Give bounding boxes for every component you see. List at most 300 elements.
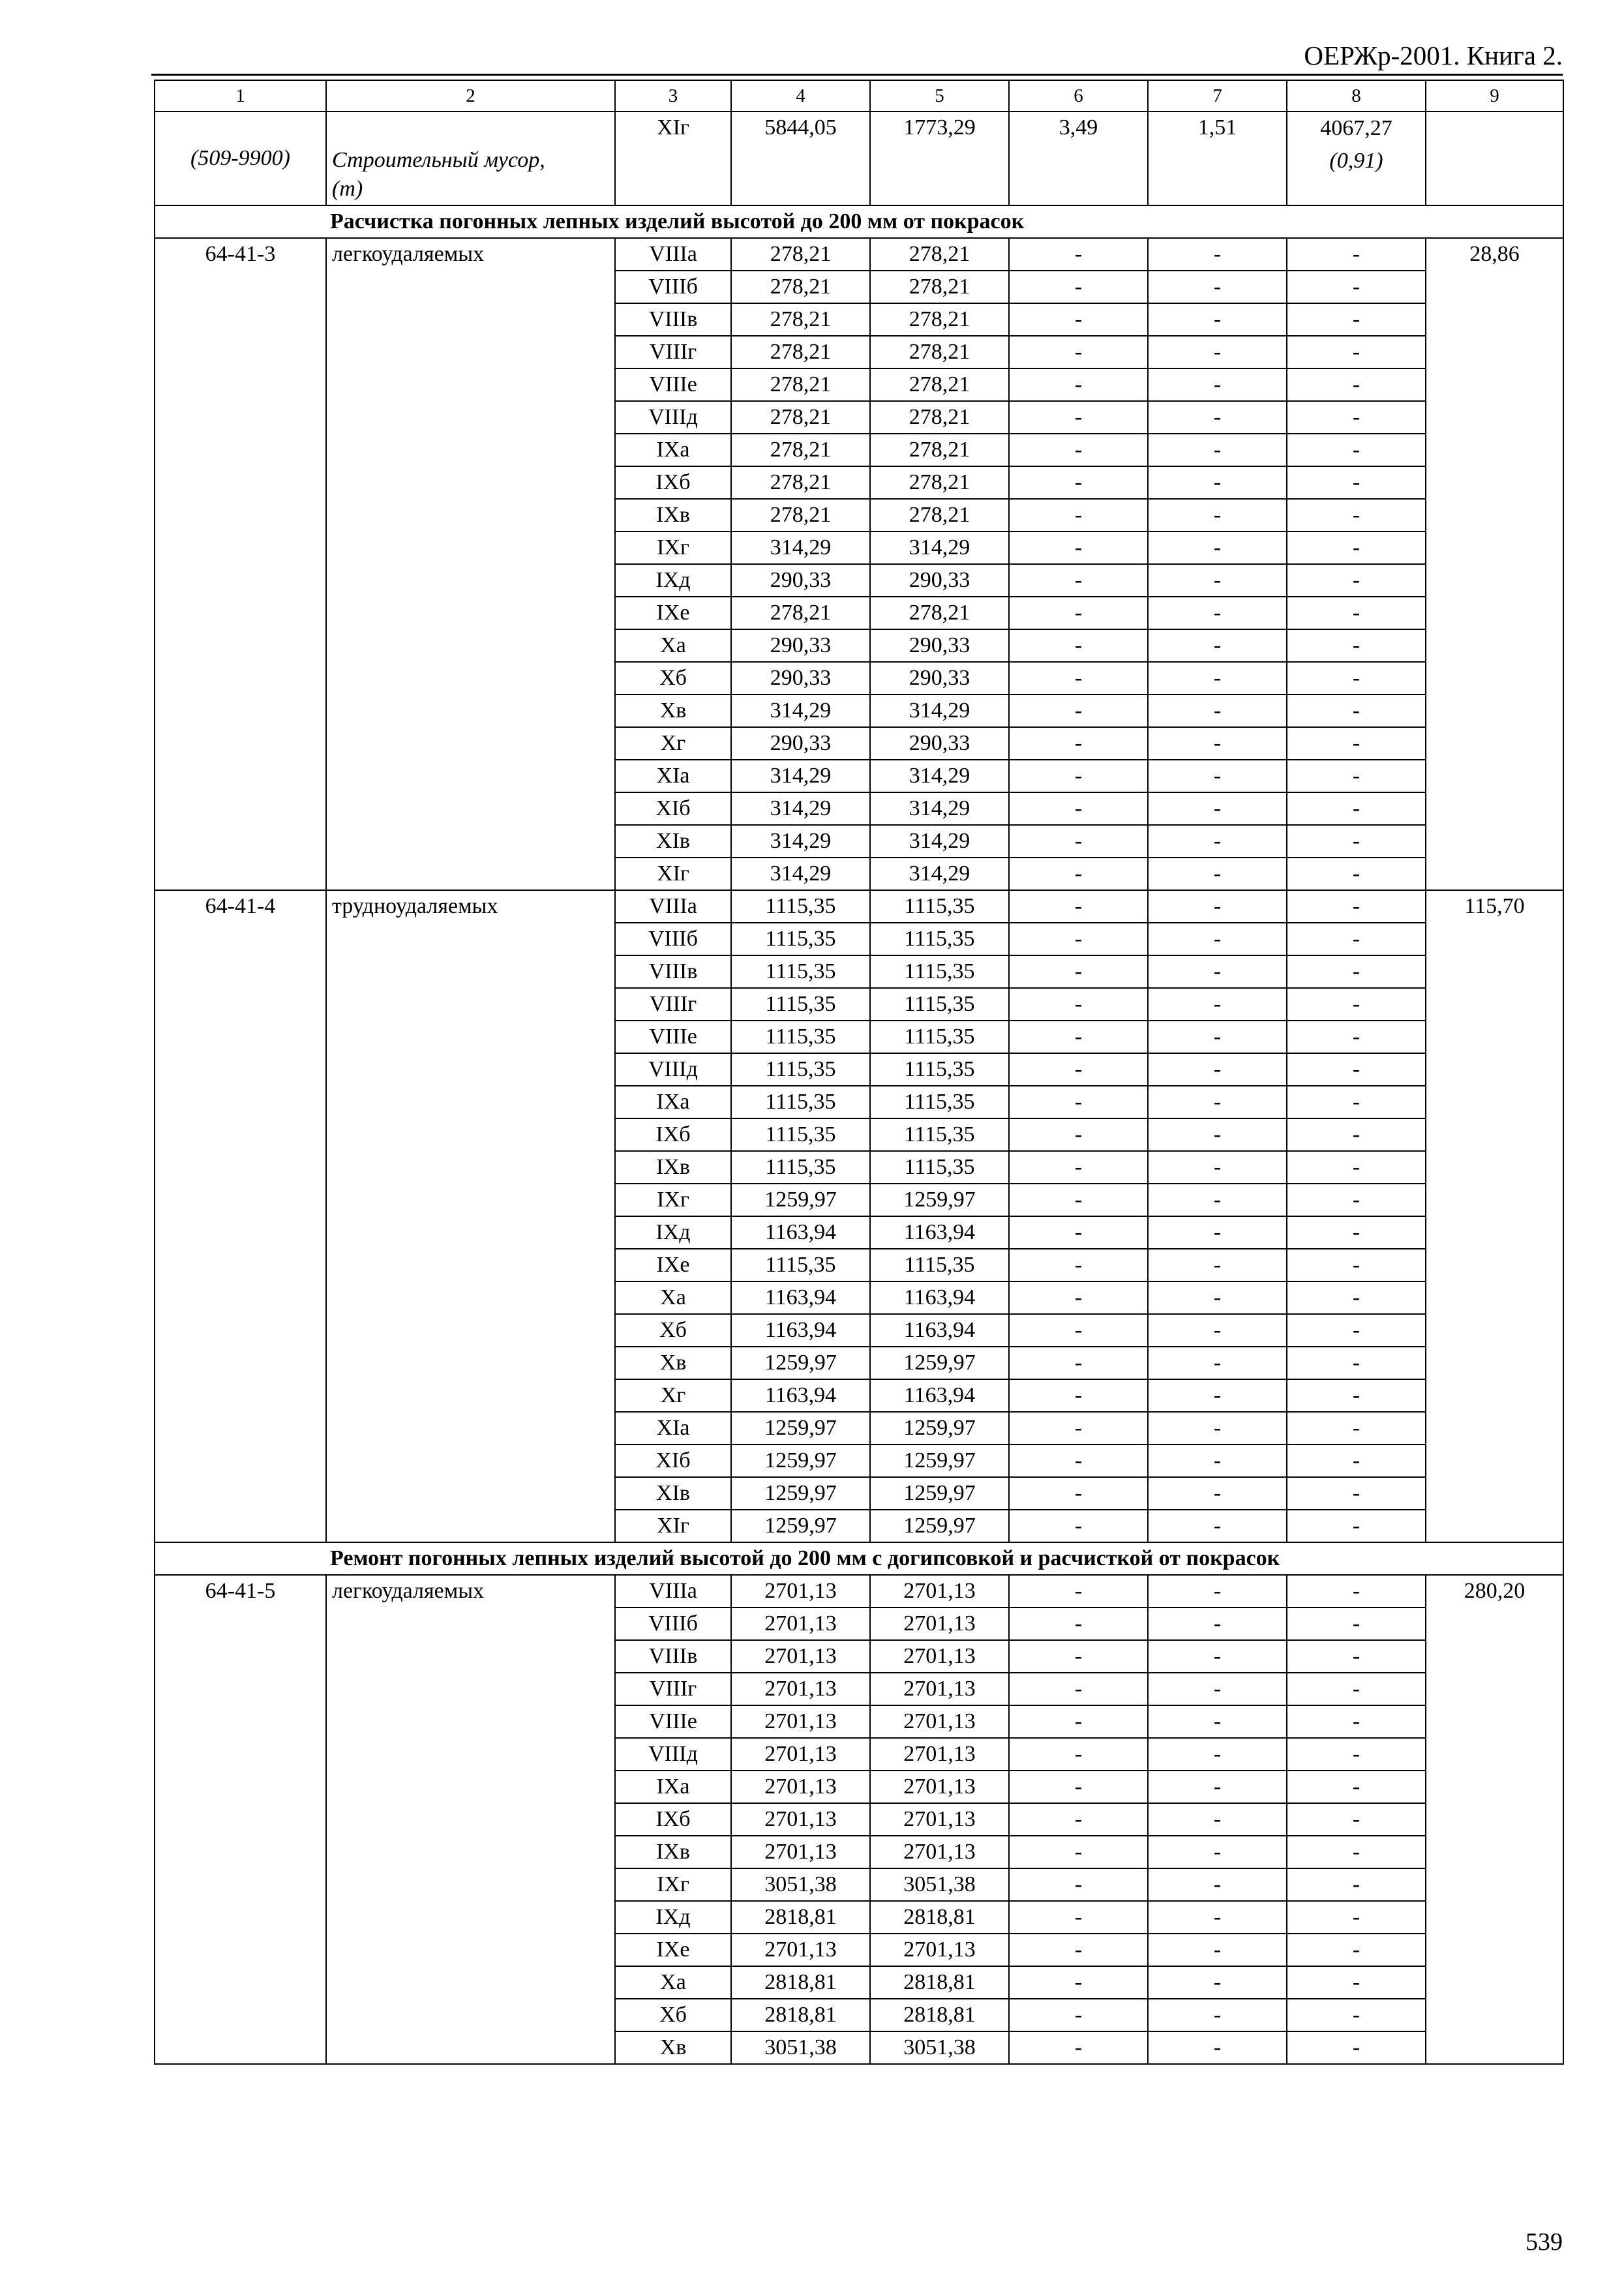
region-cell: Xг — [615, 727, 731, 760]
region-cell: IXе — [615, 1934, 731, 1966]
region-cell: XIг — [615, 1510, 731, 1542]
value-cell: - — [1148, 1347, 1287, 1379]
item-total: 280,20 — [1426, 1575, 1563, 2064]
value-cell: 1115,35 — [731, 1053, 870, 1086]
value-cell: - — [1148, 955, 1287, 988]
value-cell: 278,21 — [731, 499, 870, 531]
item-name: легкоудаляемых — [326, 238, 615, 890]
value-cell: - — [1287, 368, 1426, 401]
value-cell: - — [1009, 1803, 1148, 1836]
column-number: 5 — [870, 80, 1009, 112]
value-cell: - — [1148, 890, 1287, 923]
value-cell: 1115,35 — [731, 1021, 870, 1053]
value-cell: - — [1148, 1575, 1287, 1608]
value-cell: 278,21 — [870, 336, 1009, 368]
value-cell: 278,21 — [731, 401, 870, 434]
value-cell: - — [1287, 629, 1426, 662]
value-cell: - — [1009, 1444, 1148, 1477]
value-cell: 2818,81 — [731, 1966, 870, 1999]
value-cell: - — [1287, 1510, 1426, 1542]
value-cell: 278,21 — [731, 336, 870, 368]
value-cell: - — [1287, 499, 1426, 531]
value-cell: - — [1009, 1738, 1148, 1771]
region-cell: Xг — [615, 1379, 731, 1412]
value-cell: - — [1287, 531, 1426, 564]
value-cell: - — [1148, 1281, 1287, 1314]
region-cell: IXa — [615, 1086, 731, 1118]
region-cell: IXб — [615, 1118, 731, 1151]
value-cell: 1163,94 — [731, 1281, 870, 1314]
region-cell: IXе — [615, 597, 731, 629]
value-cell: - — [1148, 466, 1287, 499]
item-code: 64-41-5 — [155, 1575, 326, 2064]
value-cell: - — [1148, 1608, 1287, 1640]
region-cell: VIIIв — [615, 955, 731, 988]
region-cell: XIв — [615, 825, 731, 858]
value-cell: - — [1287, 1184, 1426, 1216]
material-name-text: Строительный мусор, — [332, 148, 545, 172]
value-cell: 290,33 — [731, 629, 870, 662]
value-cell: 290,33 — [731, 662, 870, 695]
value-cell: 278,21 — [731, 303, 870, 336]
region-cell: VIIIе — [615, 1021, 731, 1053]
region-cell: IXг — [615, 1184, 731, 1216]
value-cell — [1426, 112, 1563, 205]
value-cell: 2818,81 — [731, 1901, 870, 1934]
value-cell: 278,21 — [731, 238, 870, 271]
value-cell: 1163,94 — [870, 1281, 1009, 1314]
region-cell: Xб — [615, 662, 731, 695]
value-cell: - — [1287, 1216, 1426, 1249]
value-cell: 2818,81 — [870, 1966, 1009, 1999]
region-cell: VIIIa — [615, 890, 731, 923]
value-cell: 290,33 — [870, 727, 1009, 760]
region-cell: IXб — [615, 1803, 731, 1836]
value-cell: - — [1009, 564, 1148, 597]
value-cell: - — [1009, 890, 1148, 923]
value-cell: - — [1287, 1705, 1426, 1738]
value-cell: 1163,94 — [731, 1216, 870, 1249]
value-cell: 1115,35 — [870, 1249, 1009, 1281]
value-cell: - — [1287, 1021, 1426, 1053]
value-cell: 1115,35 — [731, 923, 870, 955]
value-cell: 1115,35 — [870, 988, 1009, 1021]
value-cell: - — [1148, 336, 1287, 368]
material-code: (509-9900) — [155, 112, 326, 205]
value-cell: - — [1148, 923, 1287, 955]
value-cell: - — [1148, 564, 1287, 597]
value-cell: 2701,13 — [870, 1934, 1009, 1966]
region-cell: VIIIб — [615, 1608, 731, 1640]
value-cell: 1259,97 — [731, 1347, 870, 1379]
value-cell: 3051,38 — [870, 1868, 1009, 1901]
value-cell: 2701,13 — [870, 1803, 1009, 1836]
value-cell: - — [1009, 1640, 1148, 1673]
value-cell: - — [1009, 1901, 1148, 1934]
item-total: 115,70 — [1426, 890, 1563, 1542]
table-row — [155, 1575, 1563, 1608]
region-cell: Xв — [615, 1347, 731, 1379]
value-cell: - — [1148, 1836, 1287, 1868]
value-cell: 278,21 — [731, 434, 870, 466]
value-cell: - — [1287, 1575, 1426, 1608]
value-cell: 278,21 — [731, 271, 870, 303]
value-cell: - — [1287, 727, 1426, 760]
value-cell: - — [1287, 1477, 1426, 1510]
value-cell: 278,21 — [870, 401, 1009, 434]
value-cell: - — [1148, 1184, 1287, 1216]
value-cell: - — [1009, 1966, 1148, 1999]
value-cell: 314,29 — [870, 792, 1009, 825]
value-cell: - — [1287, 988, 1426, 1021]
value-cell: 1163,94 — [731, 1314, 870, 1347]
value-cell: 314,29 — [870, 760, 1009, 792]
region-cell: VIIIе — [615, 1705, 731, 1738]
value-cell: - — [1148, 1053, 1287, 1086]
value-cell: - — [1148, 2031, 1287, 2064]
value-cell: 2701,13 — [870, 1673, 1009, 1705]
value-cell: - — [1009, 1184, 1148, 1216]
value-cell: - — [1009, 1249, 1148, 1281]
value-cell: - — [1287, 1738, 1426, 1771]
value-cell: 2818,81 — [870, 1999, 1009, 2031]
value-cell: 278,21 — [731, 466, 870, 499]
value-cell: 2818,81 — [870, 1901, 1009, 1934]
value-cell: - — [1009, 727, 1148, 760]
page-number: 539 — [1526, 2228, 1563, 2256]
value-cell: 314,29 — [731, 760, 870, 792]
value-cell: - — [1148, 303, 1287, 336]
value-cell: - — [1148, 401, 1287, 434]
page-header-title: ОЕРЖр-2001. Книга 2. — [1304, 40, 1563, 70]
value-cell: - — [1148, 1705, 1287, 1738]
value-cell: - — [1009, 629, 1148, 662]
value-cell: 1115,35 — [731, 988, 870, 1021]
section-header-row — [155, 1542, 1563, 1575]
value-cell: - — [1009, 1216, 1148, 1249]
value-cell: - — [1009, 499, 1148, 531]
value-cell: 1163,94 — [870, 1314, 1009, 1347]
region-cell: Xa — [615, 1966, 731, 1999]
value-cell: 278,21 — [870, 597, 1009, 629]
region-cell: IXa — [615, 1771, 731, 1803]
value-cell: - — [1009, 1021, 1148, 1053]
value-cell: 290,33 — [870, 662, 1009, 695]
value-cell: - — [1287, 271, 1426, 303]
value-cell: 1115,35 — [731, 1118, 870, 1151]
value-cell: - — [1148, 1444, 1287, 1477]
region-cell: Xв — [615, 2031, 731, 2064]
value-cell: - — [1009, 1151, 1148, 1184]
value-cell: 1115,35 — [870, 1118, 1009, 1151]
value-cell: 1259,97 — [870, 1347, 1009, 1379]
value-cell: - — [1287, 1249, 1426, 1281]
section-title: Ремонт погонных лепных изделий высотой до 200 мм с догипсовкой и расчисткой от покрасок — [155, 1542, 1563, 1575]
value-cell: - — [1287, 466, 1426, 499]
value-cell: 2818,81 — [731, 1999, 870, 2031]
value-cell: 314,29 — [870, 858, 1009, 890]
value-cell: - — [1287, 1379, 1426, 1412]
value-cell: - — [1009, 825, 1148, 858]
value-cell: - — [1009, 1510, 1148, 1542]
value-cell: - — [1287, 662, 1426, 695]
value-cell: 1259,97 — [870, 1510, 1009, 1542]
value-cell: 1115,35 — [870, 1021, 1009, 1053]
value-cell: 1163,94 — [870, 1379, 1009, 1412]
value-cell: - — [1009, 1477, 1148, 1510]
column-number: 6 — [1009, 80, 1148, 112]
value-cell: - — [1287, 1118, 1426, 1151]
value-cell: 278,21 — [870, 303, 1009, 336]
value-cell: 290,33 — [870, 564, 1009, 597]
value-cell: - — [1009, 955, 1148, 988]
column-number: 9 — [1426, 80, 1563, 112]
value-cell: - — [1009, 1347, 1148, 1379]
region-cell: VIIIa — [615, 238, 731, 271]
column-number: 7 — [1148, 80, 1287, 112]
value-cell: - — [1287, 238, 1426, 271]
region-cell: VIIIг — [615, 988, 731, 1021]
value-cell: 2701,13 — [731, 1803, 870, 1836]
value-cell: 2701,13 — [731, 1771, 870, 1803]
value-cell: - — [1287, 1640, 1426, 1673]
column-number: 1 — [155, 80, 326, 112]
value-cell: - — [1148, 1118, 1287, 1151]
value-cell: 314,29 — [731, 792, 870, 825]
value-cell: - — [1009, 1673, 1148, 1705]
value-cell: 2701,13 — [870, 1836, 1009, 1868]
value-cell: - — [1287, 1444, 1426, 1477]
value-cell: - — [1287, 1901, 1426, 1934]
value-cell: - — [1148, 727, 1287, 760]
value-cell: - — [1287, 1412, 1426, 1444]
value-cell: - — [1287, 1673, 1426, 1705]
value-cell: - — [1287, 1151, 1426, 1184]
value-cell: 2701,13 — [731, 1673, 870, 1705]
value-cell — [1287, 112, 1426, 205]
region-cell: XIa — [615, 1412, 731, 1444]
value-cell: 1115,35 — [731, 955, 870, 988]
value-cell: 2701,13 — [731, 1836, 870, 1868]
value-cell: - — [1148, 792, 1287, 825]
value-cell: - — [1009, 303, 1148, 336]
value-cell: - — [1148, 1412, 1287, 1444]
value-cell: 3051,38 — [870, 2031, 1009, 2064]
value-cell: 290,33 — [731, 564, 870, 597]
value-cell: - — [1009, 923, 1148, 955]
value-cell: 1259,97 — [870, 1412, 1009, 1444]
value-cell: 278,21 — [731, 368, 870, 401]
region-cell: VIIIе — [615, 368, 731, 401]
value-cell: - — [1287, 1608, 1426, 1640]
value-cell: - — [1148, 1934, 1287, 1966]
value-cell: 290,33 — [870, 629, 1009, 662]
value-cell: - — [1009, 2031, 1148, 2064]
value-cell: - — [1148, 662, 1287, 695]
value-cell: 1115,35 — [731, 890, 870, 923]
value-cell: - — [1009, 1771, 1148, 1803]
region-cell: XIг — [615, 858, 731, 890]
value-cell: 2701,13 — [731, 1934, 870, 1966]
value-cell: 1163,94 — [731, 1379, 870, 1412]
value-cell: - — [1148, 271, 1287, 303]
value-cell: - — [1009, 238, 1148, 271]
value-cell: 1259,97 — [731, 1510, 870, 1542]
region-cell: VIIIб — [615, 271, 731, 303]
value-cell: 278,21 — [870, 271, 1009, 303]
value-cell: - — [1009, 695, 1148, 727]
value-cell: - — [1009, 1705, 1148, 1738]
value-cell: - — [1009, 434, 1148, 466]
value-cell: 314,29 — [870, 695, 1009, 727]
value-cell: - — [1009, 1086, 1148, 1118]
value-cell: - — [1287, 1966, 1426, 1999]
value-cell: 1115,35 — [870, 1053, 1009, 1086]
region-cell: IXд — [615, 564, 731, 597]
value-cell: 1115,35 — [870, 890, 1009, 923]
value-cell: - — [1287, 1347, 1426, 1379]
value-cell: - — [1009, 1608, 1148, 1640]
value-cell: 3,49 — [1009, 112, 1148, 205]
value-cell: 278,21 — [870, 466, 1009, 499]
value-cell: - — [1009, 792, 1148, 825]
column-number: 8 — [1287, 80, 1426, 112]
value-cell: 1163,94 — [870, 1216, 1009, 1249]
region-cell: IXв — [615, 1836, 731, 1868]
value-cell: 3051,38 — [731, 1868, 870, 1901]
region-cell: Xa — [615, 1281, 731, 1314]
region-cell: VIIIв — [615, 1640, 731, 1673]
value-subtext: (0,91) — [1329, 149, 1383, 173]
value-cell: - — [1009, 1412, 1148, 1444]
value-cell: - — [1148, 1477, 1287, 1510]
item-name: трудноудаляемых — [326, 890, 615, 1542]
region-cell: VIIIд — [615, 1738, 731, 1771]
value-cell: - — [1148, 760, 1287, 792]
region-cell: VIIIв — [615, 303, 731, 336]
value-cell: - — [1287, 564, 1426, 597]
value-cell: 2701,13 — [731, 1640, 870, 1673]
value-cell: 1259,97 — [870, 1444, 1009, 1477]
value-cell: 1115,35 — [870, 955, 1009, 988]
value-cell: - — [1148, 1868, 1287, 1901]
value-cell: - — [1009, 1836, 1148, 1868]
material-row — [155, 112, 1563, 205]
region-cell: Xa — [615, 629, 731, 662]
value-cell: - — [1287, 1868, 1426, 1901]
value-cell: - — [1287, 792, 1426, 825]
value-cell: 314,29 — [731, 825, 870, 858]
value-cell: - — [1148, 531, 1287, 564]
value-cell: 1115,35 — [731, 1086, 870, 1118]
value-cell: - — [1009, 271, 1148, 303]
region-cell: VIIIг — [615, 336, 731, 368]
value-cell: 2701,13 — [870, 1705, 1009, 1738]
value-cell: - — [1287, 336, 1426, 368]
item-code: 64-41-3 — [155, 238, 326, 890]
value-cell: 1115,35 — [731, 1249, 870, 1281]
value-cell: - — [1009, 336, 1148, 368]
value-cell: - — [1148, 858, 1287, 890]
value-cell: - — [1148, 1151, 1287, 1184]
value-cell: - — [1287, 1086, 1426, 1118]
column-number: 3 — [615, 80, 731, 112]
value-cell: 2701,13 — [731, 1738, 870, 1771]
value-cell: 1259,97 — [870, 1184, 1009, 1216]
value-cell: - — [1148, 1738, 1287, 1771]
value-cell: 1115,35 — [870, 1086, 1009, 1118]
value-cell: - — [1148, 629, 1287, 662]
region-cell: VIIIд — [615, 401, 731, 434]
rates-table — [154, 80, 1564, 2065]
value-cell: - — [1009, 1868, 1148, 1901]
value-cell: - — [1009, 368, 1148, 401]
value-cell: - — [1009, 1999, 1148, 2031]
region-cell: IXг — [615, 531, 731, 564]
region-cell: IXд — [615, 1901, 731, 1934]
value-cell: 2701,13 — [731, 1705, 870, 1738]
value-cell: 278,21 — [870, 434, 1009, 466]
section-header-row — [155, 205, 1563, 238]
value-cell: - — [1148, 988, 1287, 1021]
value-cell: - — [1148, 368, 1287, 401]
value-cell: - — [1287, 923, 1426, 955]
value-cell: 2701,13 — [870, 1608, 1009, 1640]
region-cell: IXг — [615, 1868, 731, 1901]
value-cell: - — [1148, 695, 1287, 727]
value-cell: 1,51 — [1148, 112, 1287, 205]
value-cell: - — [1287, 303, 1426, 336]
value-cell: 1259,97 — [731, 1184, 870, 1216]
value-cell: 1259,97 — [870, 1477, 1009, 1510]
value-cell: - — [1287, 1053, 1426, 1086]
value-cell: - — [1287, 760, 1426, 792]
header-rule — [151, 74, 1563, 76]
value-cell: - — [1148, 1216, 1287, 1249]
value-cell: 314,29 — [731, 858, 870, 890]
value-cell: - — [1009, 662, 1148, 695]
value-cell: 2701,13 — [731, 1575, 870, 1608]
item-name: легкоудаляемых — [326, 1575, 615, 2064]
value-cell: - — [1148, 1021, 1287, 1053]
value-cell: - — [1009, 1934, 1148, 1966]
value-cell: - — [1148, 1999, 1287, 2031]
value-cell: - — [1009, 531, 1148, 564]
value-cell: - — [1287, 1803, 1426, 1836]
value-cell: - — [1148, 1314, 1287, 1347]
value-text: 4067,27 — [1320, 116, 1392, 140]
column-number: 2 — [326, 80, 615, 112]
value-cell: - — [1148, 238, 1287, 271]
region-cell: VIIIб — [615, 923, 731, 955]
value-cell: - — [1009, 1575, 1148, 1608]
value-cell: - — [1287, 2031, 1426, 2064]
region-cell: IXa — [615, 434, 731, 466]
value-cell: - — [1148, 1379, 1287, 1412]
region-cell: IXв — [615, 1151, 731, 1184]
value-cell: - — [1009, 1281, 1148, 1314]
value-cell: 314,29 — [731, 695, 870, 727]
value-cell: - — [1287, 1314, 1426, 1347]
value-cell: 278,21 — [870, 499, 1009, 531]
value-cell: - — [1287, 1771, 1426, 1803]
region-cell: Xб — [615, 1999, 731, 2031]
value-cell: - — [1287, 434, 1426, 466]
value-cell: - — [1287, 695, 1426, 727]
value-cell: - — [1148, 1640, 1287, 1673]
value-cell: - — [1148, 1086, 1287, 1118]
region-cell: Xв — [615, 695, 731, 727]
